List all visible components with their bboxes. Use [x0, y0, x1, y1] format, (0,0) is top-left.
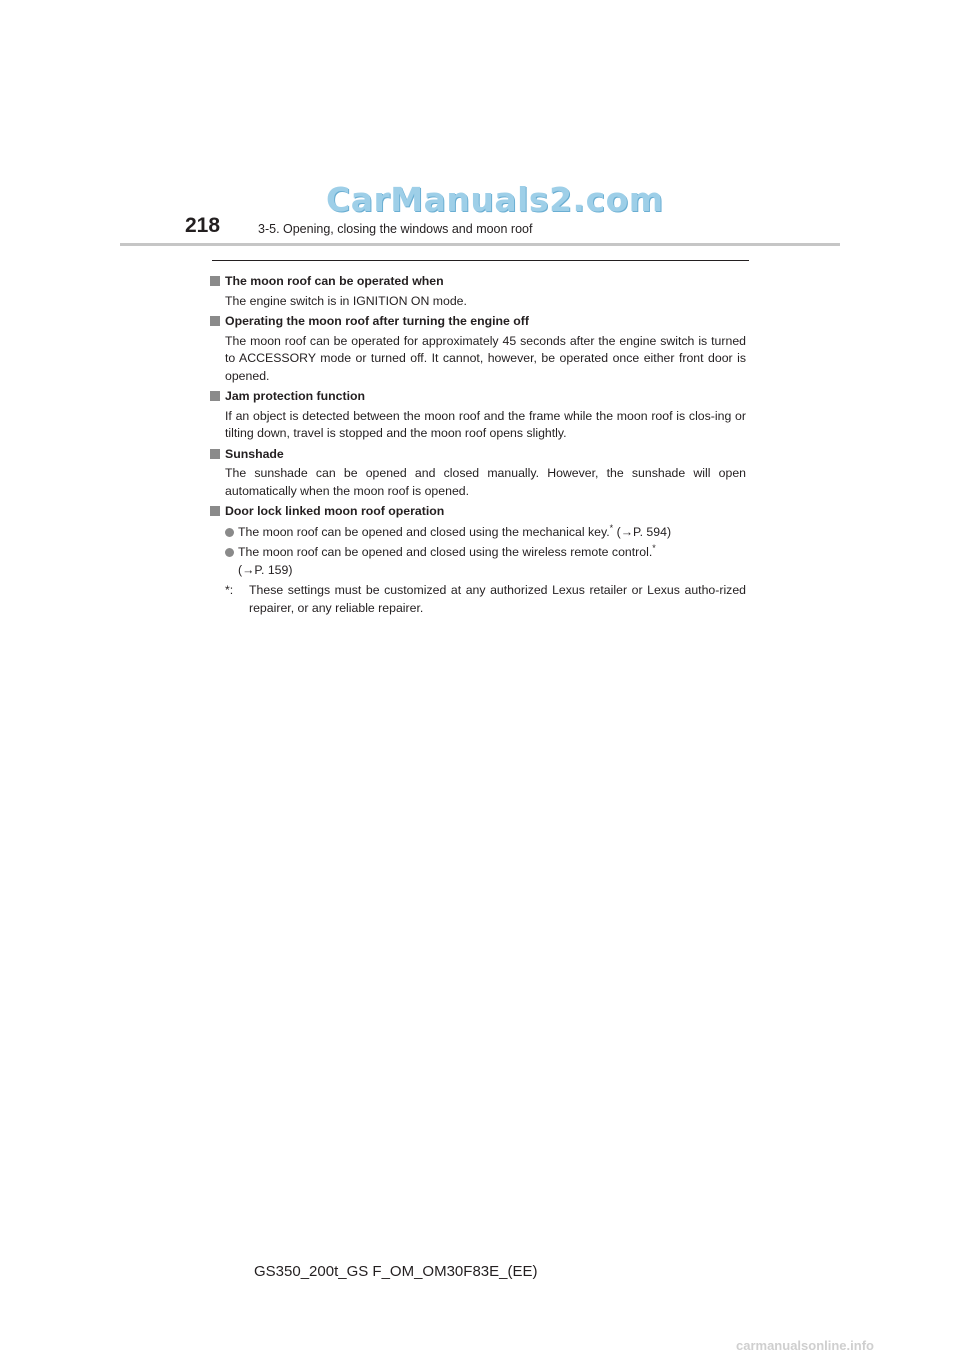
bullet-text: The moon roof can be opened and closed using the wireless remote control. [238, 545, 653, 559]
page-reference: (→P. 159) [238, 562, 293, 577]
watermark-bottom: carmanualsonline.info [736, 1338, 874, 1353]
document-code: GS350_200t_GS F_OM_OM30F83E_(EE) [254, 1263, 538, 1280]
content-area [210, 270, 746, 617]
watermark-top: CarManuals2.com [326, 180, 664, 219]
section-body: The moon roof can be operated for approximately 45 seconds after the engine switch is turned to ACCESSORY mode or turned off. It cannot, however, be operated once either front door is opened. [225, 333, 746, 383]
section-after-engine-off [210, 313, 746, 385]
section-door-lock-linked [210, 503, 746, 617]
square-bullet-icon [210, 276, 220, 286]
section-title: Door lock linked moon roof operation [225, 504, 445, 518]
asterisk-mark: * [652, 542, 656, 553]
square-bullet-icon [210, 506, 220, 516]
footnote-text: These settings must be customized at any authorized Lexus retailer or Lexus autho-rized repairer, or any reliable repairer. [249, 583, 746, 615]
footnote-mark: *: [225, 583, 234, 597]
section-operable-when [210, 273, 746, 310]
section-sunshade [210, 446, 746, 501]
section-jam-protection [210, 388, 746, 443]
section-body: If an object is detected between the moon roof and the frame while the moon roof is clos-ing or tilting down, travel is stopped and the moon roof opens slightly. [225, 408, 746, 440]
asterisk-mark: * [609, 522, 614, 533]
section-title: The moon roof can be operated when [225, 274, 444, 288]
page-number: 218 [185, 214, 221, 237]
list-item [225, 524, 746, 542]
square-bullet-icon [210, 316, 220, 326]
chapter-title: 3-5. Opening, closing the windows and moon roof [258, 222, 533, 236]
section-title: Jam protection function [225, 389, 366, 403]
section-body: The sunshade can be opened and closed manually. However, the sunshade will open automatically when the moon roof is opened. [225, 466, 746, 498]
page-reference: (→P. 594) [616, 524, 672, 539]
section-title: Sunshade [225, 446, 284, 461]
content-rule [212, 260, 749, 261]
header-rule [120, 243, 840, 246]
circle-bullet-icon [225, 528, 234, 537]
square-bullet-icon [210, 391, 220, 401]
square-bullet-icon [210, 449, 220, 459]
circle-bullet-icon [225, 548, 234, 557]
list-item [225, 544, 746, 579]
footnote [225, 582, 746, 617]
section-body: The engine switch is in IGNITION ON mode. [225, 293, 467, 308]
bullet-text: The moon roof can be opened and closed using the mechanical key. [238, 524, 610, 539]
section-title: Operating the moon roof after turning the engine off [225, 314, 529, 328]
